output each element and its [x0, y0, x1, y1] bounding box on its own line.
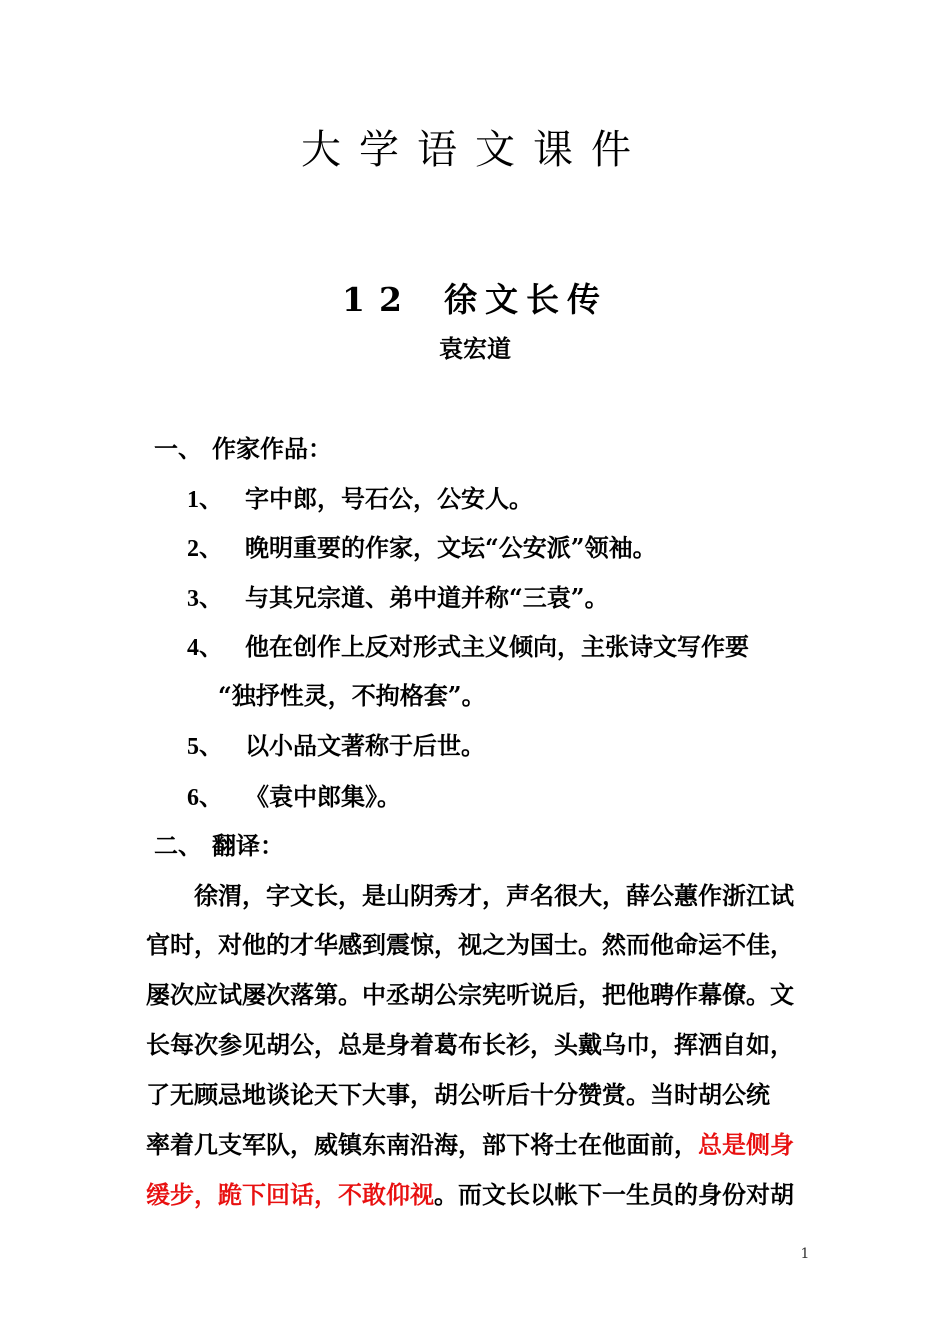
item-text: 《袁中郎集》。	[245, 782, 401, 811]
item-text: 以小品文著称于后世。	[245, 731, 485, 760]
item-number: 2、	[187, 536, 223, 562]
item-number: 4、	[187, 635, 223, 661]
section-number: 二、	[154, 831, 202, 860]
section-title: 翻译：	[212, 831, 284, 860]
list-item	[187, 531, 657, 566]
item-number: 3、	[187, 586, 223, 612]
author: 袁宏道	[439, 334, 511, 363]
highlighted-text: 缓步，跪下回话，不敢仰视	[146, 1180, 434, 1209]
list-item	[187, 729, 485, 764]
list-item	[187, 482, 533, 517]
section-heading-1	[154, 432, 332, 466]
item-number: 6、	[187, 785, 223, 811]
section-number: 一、	[154, 434, 202, 463]
list-item	[187, 630, 749, 665]
item-text: 他在创作上反对形式主义倾向，主张诗文写作要	[245, 632, 749, 661]
lesson-title	[0, 278, 950, 322]
paragraph-line: 徐渭，字文长，是山阴秀才，声名很大，薛公蕙作浙江试	[146, 881, 794, 910]
paragraph-text: 。而文长以帐下一生员的身份对胡	[434, 1180, 794, 1209]
paragraph-line: 了无顾忌地谈论天下大事，胡公听后十分赞赏。当时胡公统	[146, 1080, 770, 1109]
highlighted-text: 总是侧身	[698, 1130, 794, 1159]
paragraph-line	[146, 1178, 808, 1212]
paragraph-line: 屡次应试屡次落第。中丞胡公宗宪听说后，把他聘作幕僚。文	[146, 980, 794, 1009]
list-item	[187, 581, 609, 616]
section-title: 作家作品：	[212, 434, 332, 463]
page-title: 大学语文课件	[301, 127, 649, 173]
section-heading-2	[154, 829, 284, 863]
item-text: 与其兄宗道、弟中道并称“三袁”。	[245, 583, 609, 612]
paragraph-text: 率着几支军队，威镇东南沿海，部下将士在他面前，	[146, 1130, 698, 1159]
paragraph-line	[146, 1128, 808, 1162]
lesson-number: 12	[342, 280, 416, 319]
paragraph-line: 官时，对他的才华感到震惊，视之为国士。然而他命运不佳，	[146, 930, 794, 959]
paragraph-line: 长每次参见胡公，总是身着葛布长衫，头戴乌巾，挥洒自如，	[146, 1030, 794, 1059]
list-item	[187, 780, 401, 815]
page-number: 1	[800, 1246, 810, 1262]
item-text: 字中郎，号石公，公安人。	[245, 484, 533, 513]
item-number: 1、	[187, 487, 223, 513]
lesson-name: 徐文长传	[443, 280, 608, 319]
item-number: 5、	[187, 734, 223, 760]
list-item-continuation: “独抒性灵，不拘格套”。	[218, 681, 486, 710]
item-text: 晚明重要的作家，文坛“公安派”领袖。	[245, 533, 657, 562]
